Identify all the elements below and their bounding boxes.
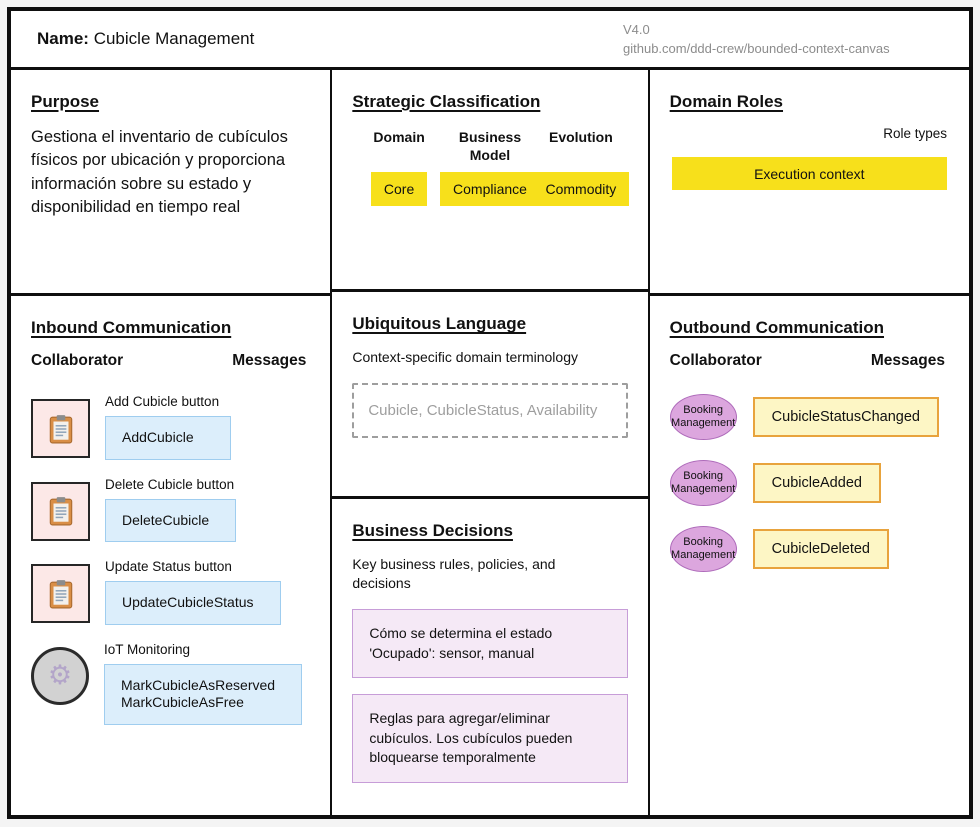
inbound-row (31, 477, 310, 543)
strategic-classification-section (332, 70, 647, 292)
message-text: DeleteCubicle (122, 511, 210, 528)
version-text: V4.0 (623, 21, 650, 37)
collaborator-label: Add Cubicle button (105, 394, 220, 409)
collaborator-oval[interactable]: Booking Management (670, 394, 737, 440)
bounded-context-canvas (7, 7, 973, 819)
messages-header: Messages (870, 352, 945, 369)
clipboard-icon (48, 414, 74, 444)
strategic-evolution-col (536, 128, 626, 206)
ubiquitous-subtitle: Context-specific domain terminology (352, 349, 578, 366)
evolution-label: Evolution (548, 129, 613, 145)
ubiquitous-language-section (332, 292, 647, 499)
purpose-section (11, 70, 330, 296)
canvas-url: github.com/ddd-crew/bounded-context-canvas (623, 41, 890, 56)
business-decisions-subtitle: Key business rules, policies, and decisions (352, 556, 556, 592)
message-card[interactable] (105, 416, 231, 460)
message-text: AddCubicle (122, 429, 194, 445)
outbound-column-headers (670, 352, 949, 370)
decision-note[interactable]: Reglas para agregar/eliminar cubículos. Los cubículos pueden bloquearse temporalmente (352, 694, 627, 783)
inbound-section (11, 296, 330, 815)
domain-label: Domain (373, 129, 425, 145)
right-column (650, 70, 969, 815)
clipboard-icon (48, 579, 74, 609)
message-text: UpdateCubicleStatus (122, 594, 254, 610)
collaborator-card[interactable] (31, 647, 89, 705)
collaborator-card[interactable] (31, 564, 90, 623)
outbound-row (670, 526, 949, 572)
version-info (623, 20, 953, 59)
collaborator-header: Collaborator (669, 352, 762, 369)
message-card[interactable] (105, 499, 236, 543)
messages-header: Messages (232, 352, 307, 369)
business-decisions-section (332, 499, 647, 815)
name-label: Name: (37, 29, 89, 48)
strategic-title: Strategic Classification (352, 92, 541, 111)
purpose-text: Gestiona el inventario de cubículos físicos por ubicación y proporciona información sobre su estado y disponibilidad en tiempo real (31, 128, 288, 217)
event-card[interactable]: CubicleAdded (753, 463, 881, 503)
decision-note[interactable]: Cómo se determina el estado 'Ocupado': sensor, manual (352, 609, 627, 678)
evolution-value-card[interactable]: Commodity (532, 172, 629, 206)
context-name: Cubicle Management (93, 29, 255, 48)
message-text: MarkCubicleAsFree (121, 694, 244, 710)
business-model-value-card[interactable]: Compliance (440, 172, 540, 206)
collaborator-header: Collaborator (31, 352, 124, 369)
outbound-title: Outbound Communication (669, 318, 885, 337)
event-card[interactable]: CubicleStatusChanged (753, 397, 939, 437)
context-name-line (37, 29, 254, 49)
collaborator-card[interactable] (31, 399, 90, 458)
event-card[interactable]: CubicleDeleted (753, 529, 889, 569)
collaborator-label: Update Status button (105, 559, 232, 574)
middle-column (330, 70, 649, 815)
message-text: MarkCubicleAsReserved (121, 676, 276, 693)
role-types-label: Role types (883, 126, 947, 141)
collaborator-card[interactable] (31, 482, 90, 541)
terminology-box[interactable]: Cubicle, CubicleStatus, Availability (352, 383, 627, 438)
business-decisions-title: Business Decisions (352, 521, 513, 541)
inbound-row (31, 559, 310, 625)
canvas-body (11, 70, 969, 815)
message-card[interactable] (104, 664, 302, 725)
role-banner-card[interactable]: Execution context (672, 157, 947, 190)
domain-value-card[interactable]: Core (371, 172, 427, 206)
collaborator-oval[interactable]: Booking Management (670, 460, 737, 506)
ubiquitous-title: Ubiquitous Language (352, 314, 527, 334)
collaborator-oval[interactable]: Booking Management (670, 526, 737, 572)
inbound-title: Inbound Communication (31, 318, 232, 337)
business-model-label: Business Model (458, 129, 522, 164)
inbound-row (31, 394, 310, 460)
purpose-title: Purpose (31, 92, 100, 111)
collaborator-label: IoT Monitoring (104, 641, 191, 657)
strategic-business-model-col (445, 128, 535, 206)
collaborator-label: Delete Cubicle button (105, 476, 235, 492)
domain-roles-title: Domain Roles (669, 92, 784, 111)
inbound-column-headers (31, 352, 310, 370)
clipboard-icon (48, 496, 74, 526)
inbound-row (31, 642, 310, 725)
canvas-header (11, 11, 969, 70)
outbound-row (670, 460, 949, 506)
message-card[interactable] (105, 581, 281, 625)
outbound-row (670, 394, 949, 440)
strategic-domain-col (354, 128, 444, 206)
outbound-section (650, 296, 969, 815)
left-column (11, 70, 330, 815)
gear-icon: ⚙ (47, 660, 73, 691)
domain-roles-section (650, 70, 969, 296)
